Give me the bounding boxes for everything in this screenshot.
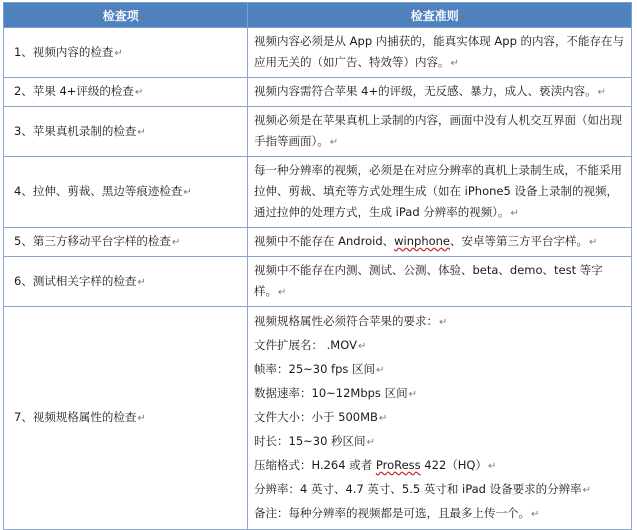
spellcheck-word: winphone	[394, 234, 451, 248]
item-cell: 2、苹果 4+评级的检查↵	[4, 78, 248, 107]
spec-line: 文件扩展名： .MOV↵	[254, 338, 367, 352]
check-table	[3, 2, 632, 530]
item-cell: 1、视频内容的检查↵	[4, 28, 248, 78]
spec-line: 视频规格属性必须符合苹果的要求：↵	[254, 314, 448, 328]
spec-line: 压缩格式：H.264 或者 ProRess 422（HQ）↵	[254, 458, 497, 472]
spellcheck-word: ProRess	[375, 458, 421, 472]
item-cell: 7、视频规格属性的检查↵	[4, 307, 248, 530]
spec-line: 帧率：25~30 fps 区间↵	[254, 362, 385, 376]
spec-line: 备注：每种分辨率的视频都是可选，且最多上传一个。↵	[254, 506, 540, 520]
item-cell: 6、测试相关字样的检查↵	[4, 257, 248, 307]
criteria-cell	[248, 307, 632, 530]
criteria-cell: 视频中不能存在 Android、winphone、安卓等第三方平台字样。↵	[248, 228, 632, 257]
criteria-cell: 视频必须是在苹果真机上录制的内容，画面中没有人机交互界面（如出现手指等画面）。↵	[248, 107, 632, 157]
criteria-cell: 视频内容需符合苹果 4+的评级，无反感、暴力，成人、亵渎内容。↵	[248, 78, 632, 107]
item-cell: 5、第三方移动平台字样的检查↵	[4, 228, 248, 257]
spec-line: 分辨率：4 英寸、4.7 英寸、5.5 英寸和 iPad 设备要求的分辨率↵	[254, 482, 592, 496]
spec-line: 文件大小：小于 500MB↵	[254, 410, 388, 424]
criteria-cell: 视频内容必须是从 App 内捕获的，能真实体现 App 的内容，不能存在与应用无关的（如广告、特效等）内容。↵	[248, 28, 632, 78]
table-row	[4, 307, 632, 530]
item-cell: 4、拉伸、剪裁、黑边等痕迹检查↵	[4, 157, 248, 228]
table-row	[4, 228, 632, 257]
spec-line: 数据速率：10~12Mbps 区间↵	[254, 386, 417, 400]
table-row	[4, 28, 632, 78]
header-item: 检查项↵	[4, 3, 248, 28]
table-row	[4, 157, 632, 228]
table-row	[4, 257, 632, 307]
criteria-cell: 视频中不能存在内测、测试、公测、体验、beta、demo、test 等字样。↵	[248, 257, 632, 307]
table-row	[4, 107, 632, 157]
table-row	[4, 78, 632, 107]
criteria-cell: 每一种分辨率的视频，必须是在对应分辨率的真机上录制生成，不能采用拉伸、剪裁、填充等方式处理生成（如在 iPhone5 设备上录制的视频，通过拉伸的处理方式，生成 iPad 分辨率的视频）。↵	[248, 157, 632, 228]
spec-line: 时长：15~30 秒区间↵	[254, 434, 375, 448]
header-row	[4, 3, 632, 28]
item-cell: 3、苹果真机录制的检查↵	[4, 107, 248, 157]
header-criteria: 检查准则↵	[248, 3, 632, 28]
